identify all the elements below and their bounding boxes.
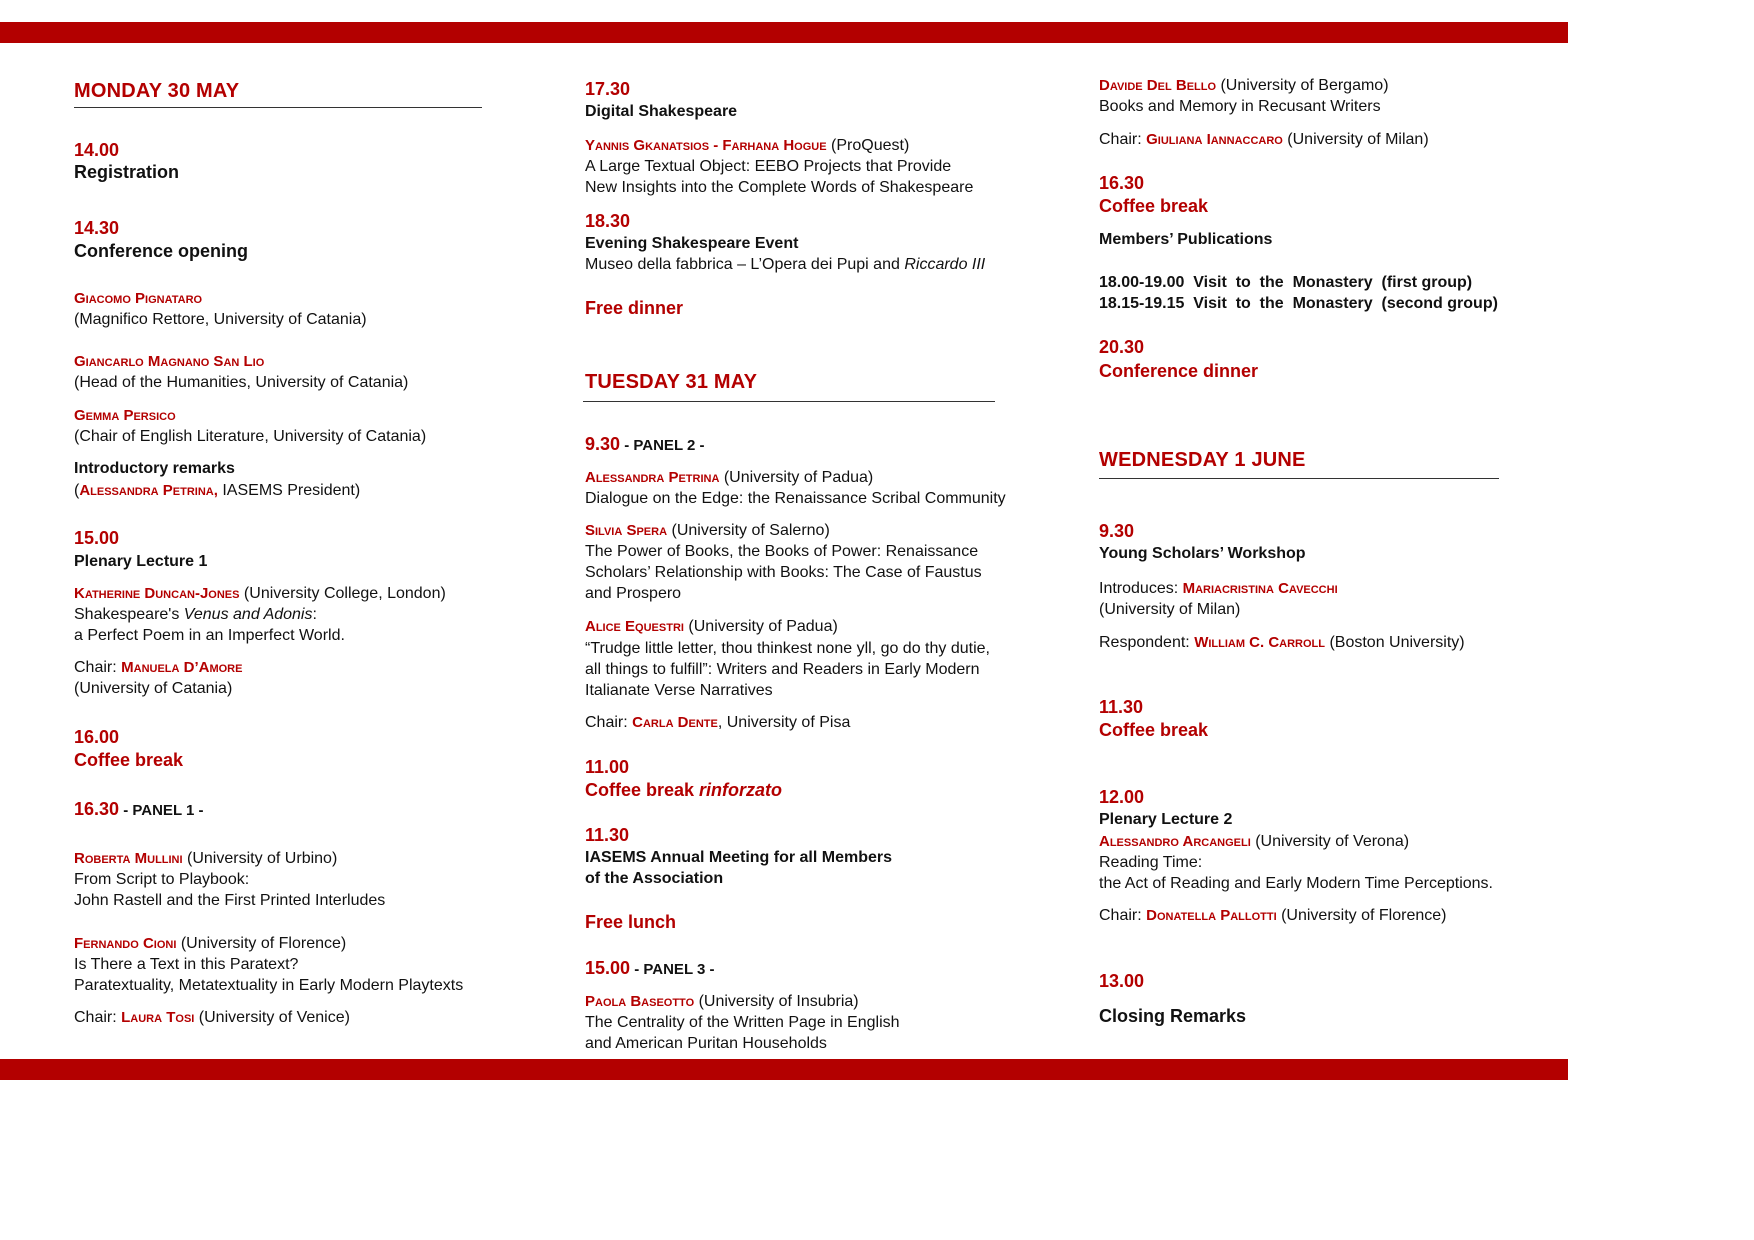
time-label: 14.30: [74, 218, 120, 238]
speaker-name: Giancarlo Magnano San Lio: [74, 353, 265, 370]
panel-line: 15.00 - PANEL 3 -: [585, 958, 715, 978]
event-title: Young Scholars’ Workshop: [1099, 545, 1306, 562]
talk-title: Shakespeare's Venus and Adonis:: [74, 606, 317, 623]
event-title: Coffee break: [1099, 720, 1209, 740]
speaker-role: (Head of the Humanities, University of Catania): [74, 374, 409, 391]
speaker-name: Alice Equestri: [585, 618, 684, 635]
chair-line: Chair: Giuliana Iannaccaro (University of Milan): [1099, 131, 1429, 148]
time-label: 11.30: [585, 825, 630, 845]
chair-line: Chair: Manuela D’Amore: [74, 659, 243, 676]
speaker-line: Alessandro Arcangeli (University of Verona): [1099, 833, 1410, 850]
speaker-line: Katherine Duncan-Jones (University College, London): [74, 585, 446, 602]
panel-line: 9.30 - PANEL 2 -: [585, 434, 705, 454]
time-label: 16.00: [74, 727, 120, 747]
time-label: 20.30: [1099, 337, 1145, 357]
chair-line: Chair: Carla Dente, University of Pisa: [585, 714, 851, 731]
speaker-name: Gemma Persico: [74, 407, 176, 424]
event-title: Coffee break rinforzato: [585, 780, 783, 800]
speaker-line: Silvia Spera (University of Salerno): [585, 522, 830, 539]
speaker-line: Roberta Mullini (University of Urbino): [74, 850, 338, 867]
speaker-name: Fernando Cioni: [74, 935, 177, 952]
speaker-line: Fernando Cioni (University of Florence): [74, 935, 347, 952]
talk-title: Italianate Verse Narratives: [585, 682, 773, 699]
event-title: Registration: [74, 162, 180, 182]
speaker-name: Laura Tosi: [121, 1009, 195, 1026]
bottom-border-bar: [0, 1059, 1568, 1080]
talk-title: John Rastell and the First Printed Interludes: [74, 892, 386, 909]
event-title: of the Association: [585, 870, 724, 887]
talk-title: From Script to Playbook:: [74, 871, 250, 888]
respondent-line: Respondent: William C. Carroll (Boston University): [1099, 634, 1465, 651]
speaker-name: Roberta Mullini: [74, 850, 183, 867]
event-title: Plenary Lecture 2: [1099, 811, 1233, 828]
top-border-bar: [0, 22, 1568, 43]
heading-rule: [583, 401, 995, 402]
talk-title: “Trudge little letter, thou thinkest none yll, go do thy dutie,: [585, 640, 990, 657]
event-title: Free dinner: [585, 298, 684, 318]
speaker-name: Alessandro Arcangeli: [1099, 833, 1251, 850]
event-detail: Museo della fabbrica – L’Opera dei Pupi and Riccardo III: [585, 256, 986, 273]
chair-line: Chair: Donatella Pallotti (University of Florence): [1099, 907, 1447, 924]
speaker-name: Silvia Spera: [585, 522, 668, 539]
speaker-name: Donatella Pallotti: [1146, 907, 1277, 924]
introduces-line: Introduces: Mariacristina Cavecchi: [1099, 580, 1338, 597]
talk-title: Books and Memory in Recusant Writers: [1099, 98, 1381, 115]
speaker-name: Alessandra Petrina: [585, 469, 720, 486]
speaker-line: Davide Del Bello (University of Bergamo): [1099, 77, 1389, 94]
speaker-role: (University of Catania): [74, 680, 233, 697]
talk-title: the Act of Reading and Early Modern Time Perceptions.: [1099, 875, 1493, 892]
time-label: 11.30: [1099, 697, 1144, 717]
day-heading-tuesday: TUESDAY 31 MAY: [585, 371, 758, 393]
talk-title: Paratextuality, Metatextuality in Early Modern Playtexts: [74, 977, 464, 994]
speaker-name: Davide Del Bello: [1099, 77, 1217, 94]
speaker-name: Manuela D’Amore: [121, 659, 243, 676]
speaker-name: Giuliana Iannaccaro: [1146, 131, 1283, 148]
talk-title: and American Puritan Households: [585, 1035, 827, 1052]
speaker-name: Mariacristina Cavecchi: [1182, 580, 1338, 597]
event-title: Evening Shakespeare Event: [585, 235, 799, 252]
speaker-name: Giacomo Pignataro: [74, 290, 203, 307]
talk-title: The Power of Books, the Books of Power: Renaissance: [585, 543, 979, 560]
speaker-line: (Alessandra Petrina, IASEMS President): [74, 482, 361, 499]
event-title: Introductory remarks: [74, 460, 235, 477]
talk-title: The Centrality of the Written Page in English: [585, 1014, 900, 1031]
event-title: IASEMS Annual Meeting for all Members: [585, 849, 893, 866]
event-title: Free lunch: [585, 912, 677, 932]
talk-title: Scholars’ Relationship with Books: The Case of Faustus: [585, 564, 982, 581]
time-label: 12.00: [1099, 787, 1145, 807]
speaker-name: William C. Carroll: [1194, 634, 1325, 651]
talk-title: a Perfect Poem in an Imperfect World.: [74, 627, 345, 644]
event-title: Coffee break: [1099, 196, 1209, 216]
chair-line: Chair: Laura Tosi (University of Venice): [74, 1009, 350, 1026]
event-title: Plenary Lecture 1: [74, 553, 208, 570]
event-title: Conference dinner: [1099, 361, 1259, 381]
heading-rule: [74, 107, 482, 108]
talk-title: New Insights into the Complete Words of Shakespeare: [585, 179, 974, 196]
event-title: Conference opening: [74, 241, 249, 261]
speaker-line: Alessandra Petrina (University of Padua): [585, 469, 874, 486]
time-label: 9.30: [1099, 521, 1135, 541]
talk-title: all things to fulfill”: Writers and Readers in Early Modern: [585, 661, 980, 678]
speaker-role: (University of Milan): [1099, 601, 1241, 618]
time-label: 11.00: [585, 757, 630, 777]
event-title: Digital Shakespeare: [585, 103, 738, 120]
day-heading-wednesday: WEDNESDAY 1 JUNE: [1099, 449, 1306, 471]
speaker-role: (Magnifico Rettore, University of Catania): [74, 311, 367, 328]
speaker-name: Katherine Duncan-Jones: [74, 585, 240, 602]
time-label: 16.30: [1099, 173, 1145, 193]
talk-title: Reading Time:: [1099, 854, 1203, 871]
time-label: 17.30: [585, 79, 631, 99]
speaker-name: Paola Baseotto: [585, 993, 695, 1010]
time-label: 13.00: [1099, 971, 1145, 991]
event-title: Closing Remarks: [1099, 1006, 1247, 1026]
speaker-line: Yannis Gkanatsios - Farhana Hogue (ProQuest): [585, 137, 910, 154]
visit-line: 18.15-19.15 Visit to the Monastery (second group): [1099, 295, 1498, 312]
time-label: 14.00: [74, 140, 120, 160]
event-title: Coffee break: [74, 750, 184, 770]
time-label: 18.30: [585, 211, 631, 231]
time-label: 15.00: [74, 528, 120, 548]
speaker-name: Carla Dente: [632, 714, 718, 731]
speaker-line: Alice Equestri (University of Padua): [585, 618, 838, 635]
speaker-name: Alessandra Petrina,: [79, 482, 218, 499]
speaker-role: (Chair of English Literature, University of Catania): [74, 428, 427, 445]
speaker-name: Yannis Gkanatsios - Farhana Hogue: [585, 137, 827, 154]
talk-title: Dialogue on the Edge: the Renaissance Scribal Community: [585, 490, 1006, 507]
panel-line: 16.30 - PANEL 1 -: [74, 799, 204, 819]
talk-title: A Large Textual Object: EEBO Projects that Provide: [585, 158, 952, 175]
event-title: Members’ Publications: [1099, 231, 1273, 248]
speaker-line: Paola Baseotto (University of Insubria): [585, 993, 859, 1010]
day-heading-monday: MONDAY 30 MAY: [74, 80, 240, 102]
heading-rule: [1099, 478, 1499, 479]
visit-line: 18.00-19.00 Visit to the Monastery (first group): [1099, 274, 1473, 291]
talk-title: and Prospero: [585, 585, 682, 602]
talk-title: Is There a Text in this Paratext?: [74, 956, 299, 973]
